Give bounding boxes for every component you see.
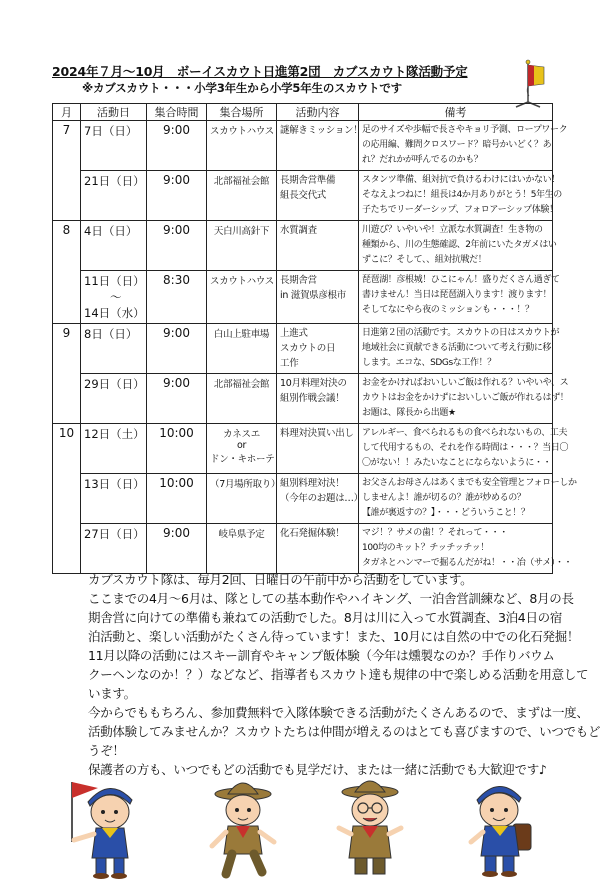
document-title: 2024年７月～10月 ボーイスカウト日進第2団 カブスカウト隊活動予定 bbox=[52, 64, 468, 79]
place-line: （7月場所取り） bbox=[210, 479, 281, 490]
paragraph-line: ここまでの4月～6月は、隊としての基本動作やハイキング、一泊舎営訓練など、8月の長 bbox=[88, 591, 574, 606]
time-cell: 9:00 bbox=[147, 524, 207, 574]
date-cell: 12日（土） bbox=[81, 424, 147, 474]
date-cell: 27日（日） bbox=[81, 524, 147, 574]
date-start: 11日（日） bbox=[84, 274, 145, 288]
note-line: 〇がない！！みたいなことにならないように・・ bbox=[362, 458, 552, 468]
activity-line: 長期舎営 bbox=[280, 275, 317, 286]
note-line: して代用するもの、それを作る時間は・・・？当日〇 bbox=[362, 443, 569, 453]
cub-scout-backpack-icon bbox=[455, 772, 545, 882]
paragraph-line: 今からでももちろん、参加費無料で入隊体験できる活動がたくさんあるので、まずは一度、 bbox=[88, 705, 589, 720]
date-cell: 4日（日） bbox=[81, 221, 147, 271]
place-cell bbox=[207, 374, 277, 424]
time-cell: 10:00 bbox=[147, 474, 207, 524]
place-line: スカウトハウス bbox=[210, 276, 274, 287]
scout-leader-glasses-icon bbox=[325, 772, 415, 882]
note-line: の応用編、難問クロスワード？暗号かいどく？あ bbox=[362, 140, 552, 150]
note-line: そなえよつねに！組長は4か月ありがとう！5年生の bbox=[362, 190, 562, 200]
place-cell bbox=[207, 424, 277, 474]
paragraph-line: 期舎営に向けての準備も兼ねての活動でした。8月は川に入って水質調査、3泊4日の宿 bbox=[88, 610, 563, 625]
activity-line: 組別料理対決！ bbox=[280, 478, 345, 489]
activity-cell bbox=[277, 171, 359, 221]
activity-cell bbox=[277, 474, 363, 524]
note-line: れ？だれかが呼んでるのかも？ bbox=[362, 155, 483, 165]
paragraph-line: うぞ！ bbox=[88, 743, 125, 758]
place-line: 岐阜県予定 bbox=[218, 529, 265, 540]
activity-line: 10月料理対決の bbox=[280, 378, 347, 389]
date-end: 14日（水） bbox=[84, 306, 145, 320]
table-row bbox=[53, 121, 553, 171]
time-cell: 9:00 bbox=[147, 121, 207, 171]
date-cell: 29日（日） bbox=[81, 374, 147, 424]
time-cell: 9:00 bbox=[147, 374, 207, 424]
month-cell: 10 bbox=[53, 424, 81, 574]
date-cell: 7日（日） bbox=[81, 121, 147, 171]
note-cell bbox=[359, 121, 568, 171]
place-line: 白山上駐車場 bbox=[213, 329, 270, 340]
note-line: しませんよ！誰が切るの？誰が炒めるの？ bbox=[362, 493, 526, 503]
activity-line: 謎解きミッション！ bbox=[280, 125, 363, 136]
time-cell: 9:00 bbox=[147, 324, 207, 374]
header-place: 集合場所 bbox=[207, 104, 277, 121]
place-line: 北部福祉会館 bbox=[213, 176, 270, 187]
cub-scout-flag-icon bbox=[58, 772, 148, 882]
month-cell: 7 bbox=[53, 121, 81, 221]
schedule-table bbox=[52, 103, 577, 574]
note-line: マジ！？サメの歯！？それって・・・ bbox=[362, 528, 508, 538]
table-row bbox=[53, 474, 553, 524]
note-line: 川遊び？いやいや！立派な水質調査！生き物の bbox=[362, 225, 543, 235]
activity-line: スカウトの日 bbox=[280, 343, 336, 354]
place-cell bbox=[207, 474, 281, 524]
table-row bbox=[53, 424, 553, 474]
header-note: 備考 bbox=[359, 104, 553, 121]
note-line: そしてなにやら夜のミッションも・・・！？ bbox=[362, 305, 534, 315]
activity-cell bbox=[277, 271, 359, 324]
time-cell: 8:30 bbox=[147, 271, 207, 324]
note-line: します。エコな、SDGsな工作！？ bbox=[362, 358, 496, 368]
date-cell bbox=[81, 271, 147, 324]
activity-line: in 滋賀県彦根市 bbox=[280, 290, 346, 301]
note-cell bbox=[359, 374, 569, 424]
note-line: 種類から、川の生態確認、2年前にいたタガメはい bbox=[362, 240, 557, 250]
activity-line: 長期舎営準備 bbox=[280, 175, 336, 186]
month-cell: 9 bbox=[53, 324, 81, 424]
paragraph-line: クーヘンなのか！？）などなど、指導者もスカウト達も規律の中で楽しめる活動を用意して bbox=[88, 667, 589, 682]
place-cell bbox=[207, 221, 277, 271]
activity-line: 組長交代式 bbox=[280, 190, 327, 201]
note-line: スタンツ準備、組対抗で負けるわけにはいかない！ bbox=[362, 175, 560, 185]
header-time: 集合時間 bbox=[147, 104, 207, 121]
note-line: 琵琶湖！彦根城！ひこにゃん！盛りだくさん過ぎて bbox=[362, 275, 560, 285]
table-row bbox=[53, 171, 553, 221]
place-line: カネスエ bbox=[223, 429, 260, 440]
note-line: お父さんお母さんはあくまでも安全管理とフォローしか bbox=[362, 478, 577, 488]
date-range-separator: ～ bbox=[110, 290, 122, 304]
note-line: カウトはお金をかけずにおいしいご飯が作れるはず！ bbox=[362, 393, 569, 403]
note-line: 子たちでリーダーシップ、フォロアーシップ体験！ bbox=[362, 205, 558, 215]
time-cell: 10:00 bbox=[147, 424, 207, 474]
place-cell bbox=[207, 324, 277, 374]
time-cell: 9:00 bbox=[147, 221, 207, 271]
place-line: 北部福祉会館 bbox=[213, 379, 270, 390]
note-cell bbox=[359, 324, 560, 374]
place-cell bbox=[207, 121, 277, 171]
activity-line: 料理対決買い出し bbox=[280, 428, 354, 439]
note-line: 書けません！当日は琵琶湖入ります！渡ります！ bbox=[362, 290, 552, 300]
intro-paragraph bbox=[88, 570, 601, 779]
place-line: ドン・キホーテ bbox=[210, 454, 275, 465]
table-row bbox=[53, 524, 553, 574]
table-header-row bbox=[53, 104, 553, 121]
note-cell bbox=[359, 474, 577, 524]
note-line: 100均のキット？チッチッチッ！ bbox=[362, 543, 489, 553]
note-cell bbox=[359, 271, 560, 324]
paragraph-line: います。 bbox=[88, 686, 136, 701]
activity-line: 上進式 bbox=[280, 328, 308, 339]
activity-line: 組別作戦会議！ bbox=[280, 393, 345, 404]
scout-leader-walking-icon bbox=[198, 772, 288, 882]
troop-flag-icon bbox=[510, 58, 548, 108]
note-cell bbox=[359, 171, 562, 221]
table-row bbox=[53, 324, 553, 374]
header-activity: 活動内容 bbox=[277, 104, 359, 121]
note-line: 地域社会に貢献できる活動について考え行動に移 bbox=[362, 343, 552, 353]
note-line: 【誰が裏返すの？】・・・どういうこと！？ bbox=[362, 508, 530, 518]
table-row bbox=[53, 221, 553, 271]
activity-cell bbox=[277, 324, 359, 374]
activity-cell bbox=[277, 424, 359, 474]
activity-cell bbox=[277, 374, 359, 424]
note-line: 日進第２団の活動です。スカウトの日はスカウトが bbox=[362, 328, 560, 338]
activity-line: 水質調査 bbox=[280, 225, 317, 236]
time-cell: 9:00 bbox=[147, 171, 207, 221]
note-line: タガネとハンマーで掘るんだがね！・・冶（サメ）・・ bbox=[362, 558, 573, 568]
date-cell: 13日（日） bbox=[81, 474, 147, 524]
scout-characters bbox=[50, 772, 570, 882]
place-cell bbox=[207, 271, 277, 324]
note-line: ずこに？そして、、組対抗戦だ！ bbox=[362, 255, 487, 265]
table-row bbox=[53, 271, 553, 324]
note-line: 足のサイズや歩幅で長さやキョリ予測、ロープワーク bbox=[362, 125, 568, 135]
header-month: 月 bbox=[53, 104, 81, 121]
header-date: 活動日 bbox=[81, 104, 147, 121]
activity-cell bbox=[277, 221, 359, 271]
paragraph-line: 11月以降の活動にはスキー訓育やキャンプ飯体験（今年は燻製なのか？手作りバウム bbox=[88, 648, 555, 663]
place-line: スカウトハウス bbox=[210, 126, 274, 137]
month-cell: 8 bbox=[53, 221, 81, 324]
paragraph-line: カブスカウト隊は、毎月2回、日曜日の午前中から活動をしています。 bbox=[88, 572, 473, 587]
activity-cell bbox=[277, 121, 363, 171]
activity-line: 工作 bbox=[280, 358, 299, 369]
note-line: お題は、隊長から出題★ bbox=[362, 408, 456, 418]
date-cell: 8日（日） bbox=[81, 324, 147, 374]
note-line: お金をかければおいしいご飯は作れる？いやいや、ス bbox=[362, 378, 569, 388]
activity-line: 化石発掘体験！ bbox=[280, 528, 345, 539]
place-line: or bbox=[236, 440, 247, 451]
note-cell bbox=[359, 424, 569, 474]
place-cell bbox=[207, 171, 277, 221]
note-cell bbox=[359, 524, 573, 574]
document-subtitle: ※カブスカウト・・・小学3年生から小学5年生のスカウトです bbox=[82, 81, 402, 95]
activity-line: （今年のお題は…） bbox=[280, 493, 363, 504]
table-row bbox=[53, 374, 553, 424]
paragraph-line: 活動体験してみませんか？スカウトたちは仲間が増えるのはとても喜びますので、いつでもど bbox=[88, 724, 601, 739]
date-cell: 21日（日） bbox=[81, 171, 147, 221]
paragraph-line: 保護者の方も、いつでもどの活動でも見学だけ、または一緒に活動でも大歓迎です♪ bbox=[88, 762, 547, 777]
paragraph-line: 泊活動と、楽しい活動がたくさん待っています！また、10月には自然の中での化石発掘！ bbox=[88, 629, 580, 644]
place-cell bbox=[207, 524, 277, 574]
place-line: 天白川高針下 bbox=[213, 226, 270, 237]
note-cell bbox=[359, 221, 557, 271]
activity-cell bbox=[277, 524, 359, 574]
note-line: アレルギー、食べられるもの食べられないもの、工夫 bbox=[362, 428, 568, 438]
